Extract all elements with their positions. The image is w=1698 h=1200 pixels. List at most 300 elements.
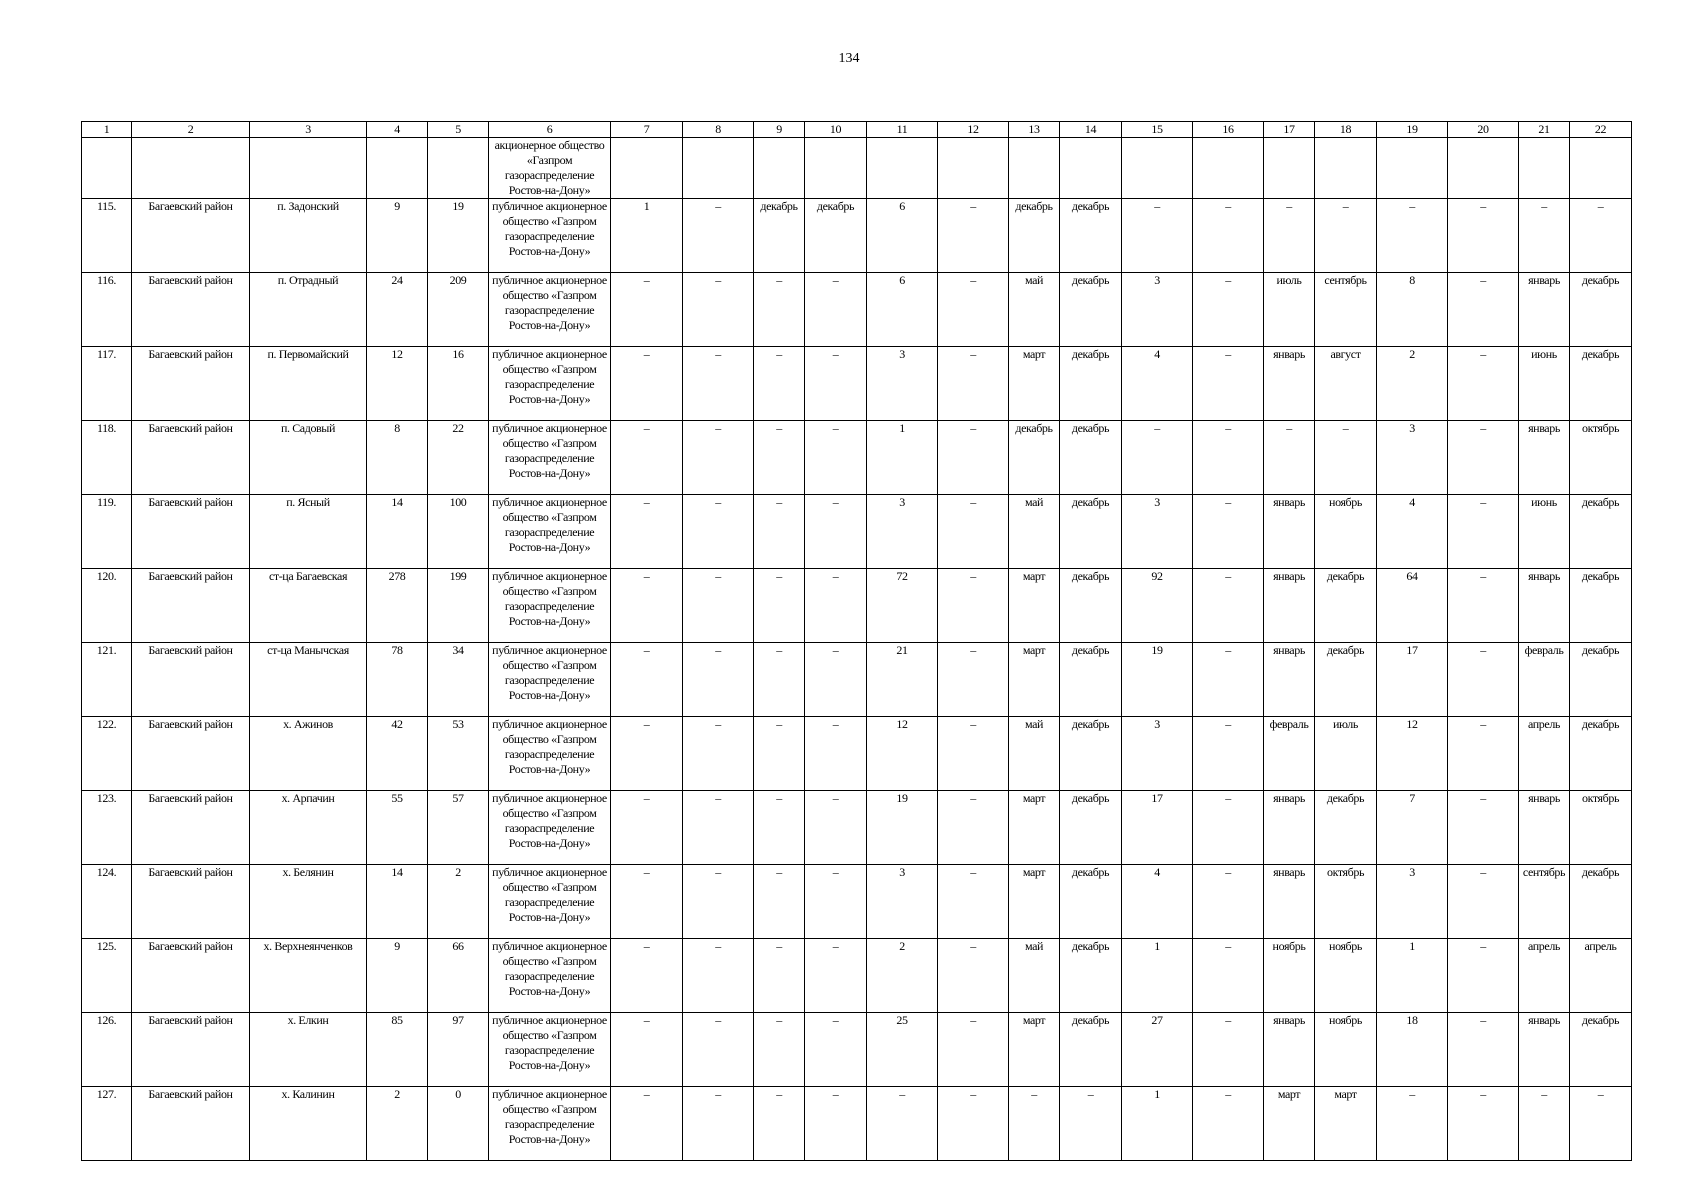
cell-c21 bbox=[1519, 138, 1570, 199]
cell-c12: – bbox=[938, 421, 1009, 495]
cell-c14: декабрь bbox=[1060, 421, 1122, 495]
cell-c19: 2 bbox=[1377, 347, 1448, 421]
cell-c7: – bbox=[611, 643, 683, 717]
cell-c8: – bbox=[683, 717, 754, 791]
cell-c7: – bbox=[611, 939, 683, 1013]
cell-c19 bbox=[1377, 138, 1448, 199]
cell-num: 124. bbox=[82, 865, 132, 939]
cell-c11: 3 bbox=[867, 495, 938, 569]
cell-c5: 2 bbox=[428, 865, 489, 939]
cell-c9: – bbox=[754, 1087, 805, 1161]
cell-c22: декабрь bbox=[1570, 495, 1632, 569]
column-header-15: 15 bbox=[1122, 122, 1193, 138]
cell-c20: – bbox=[1448, 421, 1519, 495]
table-row bbox=[82, 199, 1632, 273]
cell-c10: – bbox=[805, 1087, 867, 1161]
cell-c8: – bbox=[683, 865, 754, 939]
cell-c7: 1 bbox=[611, 199, 683, 273]
cell-c14: декабрь bbox=[1060, 347, 1122, 421]
cell-c14: декабрь bbox=[1060, 791, 1122, 865]
cell-c20: – bbox=[1448, 495, 1519, 569]
cell-c19: 12 bbox=[1377, 717, 1448, 791]
cell-c22: октябрь bbox=[1570, 791, 1632, 865]
cell-c14: декабрь bbox=[1060, 273, 1122, 347]
table-body bbox=[82, 138, 1632, 1161]
cell-c13: март bbox=[1009, 569, 1060, 643]
cell-district: Багаевский район bbox=[132, 791, 250, 865]
cell-c13: март bbox=[1009, 643, 1060, 717]
column-header-21: 21 bbox=[1519, 122, 1570, 138]
cell-c4: 78 bbox=[367, 643, 428, 717]
cell-c10: – bbox=[805, 939, 867, 1013]
cell-settlement: ст-ца Манычская bbox=[250, 643, 367, 717]
cell-operator: публичное акционерное общество «Газпром газораспределение Ростов-на-Дону» bbox=[489, 347, 611, 421]
cell-c15: 3 bbox=[1122, 717, 1193, 791]
cell-c20: – bbox=[1448, 643, 1519, 717]
cell-c7: – bbox=[611, 569, 683, 643]
cell-district: Багаевский район bbox=[132, 495, 250, 569]
cell-c18: сентябрь bbox=[1315, 273, 1377, 347]
cell-operator: публичное акционерное общество «Газпром газораспределение Ростов-на-Дону» bbox=[489, 273, 611, 347]
cell-operator: публичное акционерное общество «Газпром газораспределение Ростов-на-Дону» bbox=[489, 865, 611, 939]
cell-c7: – bbox=[611, 347, 683, 421]
cell-c8: – bbox=[683, 495, 754, 569]
cell-operator: публичное акционерное общество «Газпром газораспределение Ростов-на-Дону» bbox=[489, 495, 611, 569]
cell-c19: 8 bbox=[1377, 273, 1448, 347]
cell-c4: 14 bbox=[367, 865, 428, 939]
column-header-12: 12 bbox=[938, 122, 1009, 138]
cell-c21: июнь bbox=[1519, 495, 1570, 569]
cell-c20: – bbox=[1448, 1087, 1519, 1161]
cell-c16: – bbox=[1193, 939, 1264, 1013]
cell-c8: – bbox=[683, 1013, 754, 1087]
cell-c18: декабрь bbox=[1315, 569, 1377, 643]
table-row bbox=[82, 273, 1632, 347]
cell-c16: – bbox=[1193, 1087, 1264, 1161]
cell-c21: февраль bbox=[1519, 643, 1570, 717]
column-header-13: 13 bbox=[1009, 122, 1060, 138]
cell-c21: сентябрь bbox=[1519, 865, 1570, 939]
cell-c5: 199 bbox=[428, 569, 489, 643]
cell-district: Багаевский район bbox=[132, 939, 250, 1013]
column-header-2: 2 bbox=[132, 122, 250, 138]
cell-c5: 66 bbox=[428, 939, 489, 1013]
cell-c21: – bbox=[1519, 1087, 1570, 1161]
cell-c8: – bbox=[683, 1087, 754, 1161]
column-header-14: 14 bbox=[1060, 122, 1122, 138]
cell-c17: февраль bbox=[1264, 717, 1315, 791]
cell-district bbox=[132, 138, 250, 199]
cell-settlement: х. Калинин bbox=[250, 1087, 367, 1161]
cell-c19: 18 bbox=[1377, 1013, 1448, 1087]
cell-c15: – bbox=[1122, 421, 1193, 495]
cell-c7: – bbox=[611, 791, 683, 865]
cell-num: 119. bbox=[82, 495, 132, 569]
cell-c9: – bbox=[754, 569, 805, 643]
cell-c16: – bbox=[1193, 1013, 1264, 1087]
cell-c9: декабрь bbox=[754, 199, 805, 273]
column-number-header bbox=[82, 122, 1632, 138]
cell-operator: публичное акционерное общество «Газпром газораспределение Ростов-на-Дону» bbox=[489, 791, 611, 865]
cell-c22: – bbox=[1570, 1087, 1632, 1161]
cell-c10: декабрь bbox=[805, 199, 867, 273]
cell-c22 bbox=[1570, 138, 1632, 199]
cell-c13: май bbox=[1009, 495, 1060, 569]
cell-c20: – bbox=[1448, 569, 1519, 643]
cell-c13: декабрь bbox=[1009, 421, 1060, 495]
cell-c17: январь bbox=[1264, 791, 1315, 865]
cell-c19: 3 bbox=[1377, 421, 1448, 495]
table-row bbox=[82, 939, 1632, 1013]
cell-c18: – bbox=[1315, 421, 1377, 495]
cell-c21: январь bbox=[1519, 791, 1570, 865]
cell-c17 bbox=[1264, 138, 1315, 199]
cell-district: Багаевский район bbox=[132, 347, 250, 421]
cell-c7: – bbox=[611, 1087, 683, 1161]
cell-c5: 34 bbox=[428, 643, 489, 717]
cell-c18 bbox=[1315, 138, 1377, 199]
cell-c10: – bbox=[805, 865, 867, 939]
column-header-1: 1 bbox=[82, 122, 132, 138]
cell-c17: январь bbox=[1264, 865, 1315, 939]
column-header-4: 4 bbox=[367, 122, 428, 138]
cell-c8: – bbox=[683, 791, 754, 865]
cell-c22: декабрь bbox=[1570, 569, 1632, 643]
cell-c7: – bbox=[611, 495, 683, 569]
column-header-16: 16 bbox=[1193, 122, 1264, 138]
cell-c7: – bbox=[611, 865, 683, 939]
cell-c18: – bbox=[1315, 199, 1377, 273]
cell-c4 bbox=[367, 138, 428, 199]
column-header-5: 5 bbox=[428, 122, 489, 138]
cell-c18: март bbox=[1315, 1087, 1377, 1161]
cell-num: 120. bbox=[82, 569, 132, 643]
cell-c9: – bbox=[754, 421, 805, 495]
cell-c20: – bbox=[1448, 1013, 1519, 1087]
cell-c5: 19 bbox=[428, 199, 489, 273]
cell-c11: 6 bbox=[867, 199, 938, 273]
cell-c15: 27 bbox=[1122, 1013, 1193, 1087]
cell-c15: – bbox=[1122, 199, 1193, 273]
column-header-6: 6 bbox=[489, 122, 611, 138]
cell-c5: 22 bbox=[428, 421, 489, 495]
cell-c11: 3 bbox=[867, 865, 938, 939]
cell-settlement: х. Белянин bbox=[250, 865, 367, 939]
column-header-3: 3 bbox=[250, 122, 367, 138]
cell-c9: – bbox=[754, 273, 805, 347]
cell-c20 bbox=[1448, 138, 1519, 199]
cell-c15: 1 bbox=[1122, 1087, 1193, 1161]
cell-c21: январь bbox=[1519, 569, 1570, 643]
cell-c16: – bbox=[1193, 199, 1264, 273]
cell-c21: январь bbox=[1519, 421, 1570, 495]
cell-c22: – bbox=[1570, 199, 1632, 273]
cell-c19: 7 bbox=[1377, 791, 1448, 865]
cell-c12 bbox=[938, 138, 1009, 199]
cell-c16 bbox=[1193, 138, 1264, 199]
column-header-7: 7 bbox=[611, 122, 683, 138]
cell-num bbox=[82, 138, 132, 199]
cell-c21: – bbox=[1519, 199, 1570, 273]
cell-c16: – bbox=[1193, 643, 1264, 717]
column-header-8: 8 bbox=[683, 122, 754, 138]
cell-c11: 3 bbox=[867, 347, 938, 421]
cell-c12: – bbox=[938, 199, 1009, 273]
cell-c11: 6 bbox=[867, 273, 938, 347]
cell-district: Багаевский район bbox=[132, 643, 250, 717]
column-header-20: 20 bbox=[1448, 122, 1519, 138]
table-row bbox=[82, 421, 1632, 495]
cell-num: 121. bbox=[82, 643, 132, 717]
cell-c20: – bbox=[1448, 273, 1519, 347]
cell-c16: – bbox=[1193, 421, 1264, 495]
cell-c17: январь bbox=[1264, 495, 1315, 569]
cell-c17: март bbox=[1264, 1087, 1315, 1161]
cell-c19: 17 bbox=[1377, 643, 1448, 717]
cell-c5: 97 bbox=[428, 1013, 489, 1087]
cell-c16: – bbox=[1193, 865, 1264, 939]
cell-c5: 16 bbox=[428, 347, 489, 421]
cell-c5: 0 bbox=[428, 1087, 489, 1161]
cell-c13: март bbox=[1009, 865, 1060, 939]
cell-c11: 25 bbox=[867, 1013, 938, 1087]
cell-c9: – bbox=[754, 865, 805, 939]
cell-c11: 72 bbox=[867, 569, 938, 643]
cell-c18: декабрь bbox=[1315, 791, 1377, 865]
cell-c13: – bbox=[1009, 1087, 1060, 1161]
cell-c11: 19 bbox=[867, 791, 938, 865]
continuation-row bbox=[82, 138, 1632, 199]
cell-c11: – bbox=[867, 1087, 938, 1161]
cell-district: Багаевский район bbox=[132, 273, 250, 347]
column-header-18: 18 bbox=[1315, 122, 1377, 138]
cell-c4: 55 bbox=[367, 791, 428, 865]
cell-operator: публичное акционерное общество «Газпром газораспределение Ростов-на-Дону» bbox=[489, 569, 611, 643]
cell-c4: 24 bbox=[367, 273, 428, 347]
cell-c10: – bbox=[805, 717, 867, 791]
cell-c8: – bbox=[683, 569, 754, 643]
cell-c21: апрель bbox=[1519, 939, 1570, 1013]
cell-c18: ноябрь bbox=[1315, 939, 1377, 1013]
column-header-9: 9 bbox=[754, 122, 805, 138]
cell-c7: – bbox=[611, 717, 683, 791]
cell-c12: – bbox=[938, 865, 1009, 939]
cell-c16: – bbox=[1193, 717, 1264, 791]
cell-c10: – bbox=[805, 273, 867, 347]
cell-c20: – bbox=[1448, 865, 1519, 939]
table-row bbox=[82, 865, 1632, 939]
cell-c19: 4 bbox=[1377, 495, 1448, 569]
cell-district: Багаевский район bbox=[132, 199, 250, 273]
cell-c14: декабрь bbox=[1060, 199, 1122, 273]
cell-c14 bbox=[1060, 138, 1122, 199]
cell-c4: 9 bbox=[367, 939, 428, 1013]
cell-c4: 2 bbox=[367, 1087, 428, 1161]
cell-c14: декабрь bbox=[1060, 717, 1122, 791]
cell-c8: – bbox=[683, 643, 754, 717]
cell-c10: – bbox=[805, 791, 867, 865]
cell-c12: – bbox=[938, 569, 1009, 643]
cell-district: Багаевский район bbox=[132, 1013, 250, 1087]
cell-c20: – bbox=[1448, 717, 1519, 791]
cell-c4: 9 bbox=[367, 199, 428, 273]
cell-c11: 2 bbox=[867, 939, 938, 1013]
cell-c5: 209 bbox=[428, 273, 489, 347]
cell-num: 127. bbox=[82, 1087, 132, 1161]
cell-c15: 1 bbox=[1122, 939, 1193, 1013]
cell-c5: 53 bbox=[428, 717, 489, 791]
cell-num: 125. bbox=[82, 939, 132, 1013]
table-row bbox=[82, 717, 1632, 791]
cell-c8: – bbox=[683, 421, 754, 495]
cell-c12: – bbox=[938, 717, 1009, 791]
cell-c9 bbox=[754, 138, 805, 199]
cell-c12: – bbox=[938, 1087, 1009, 1161]
table-row bbox=[82, 1087, 1632, 1161]
cell-c17: – bbox=[1264, 199, 1315, 273]
cell-c22: апрель bbox=[1570, 939, 1632, 1013]
table-row bbox=[82, 495, 1632, 569]
cell-district: Багаевский район bbox=[132, 717, 250, 791]
cell-c19: – bbox=[1377, 1087, 1448, 1161]
cell-c9: – bbox=[754, 717, 805, 791]
cell-c11: 12 bbox=[867, 717, 938, 791]
cell-c11: 21 bbox=[867, 643, 938, 717]
table-row bbox=[82, 1013, 1632, 1087]
cell-c15: 92 bbox=[1122, 569, 1193, 643]
table-row bbox=[82, 643, 1632, 717]
cell-c19: 3 bbox=[1377, 865, 1448, 939]
cell-num: 118. bbox=[82, 421, 132, 495]
cell-settlement: п. Задонский bbox=[250, 199, 367, 273]
cell-c13: март bbox=[1009, 347, 1060, 421]
cell-c15: 3 bbox=[1122, 495, 1193, 569]
column-header-17: 17 bbox=[1264, 122, 1315, 138]
cell-c10: – bbox=[805, 643, 867, 717]
cell-c4: 85 bbox=[367, 1013, 428, 1087]
cell-c22: декабрь bbox=[1570, 273, 1632, 347]
cell-district: Багаевский район bbox=[132, 1087, 250, 1161]
cell-c9: – bbox=[754, 347, 805, 421]
cell-c17: январь bbox=[1264, 643, 1315, 717]
cell-operator: публичное акционерное общество «Газпром газораспределение Ростов-на-Дону» bbox=[489, 1013, 611, 1087]
cell-c13: март bbox=[1009, 1013, 1060, 1087]
cell-c22: октябрь bbox=[1570, 421, 1632, 495]
cell-settlement bbox=[250, 138, 367, 199]
cell-c17: январь bbox=[1264, 1013, 1315, 1087]
schedule-table bbox=[81, 121, 1632, 1161]
cell-c19: 1 bbox=[1377, 939, 1448, 1013]
cell-settlement: х. Ажинов bbox=[250, 717, 367, 791]
cell-c14: декабрь bbox=[1060, 939, 1122, 1013]
cell-c12: – bbox=[938, 939, 1009, 1013]
cell-c16: – bbox=[1193, 347, 1264, 421]
cell-c15: 19 bbox=[1122, 643, 1193, 717]
cell-c14: декабрь bbox=[1060, 1013, 1122, 1087]
cell-operator: публичное акционерное общество «Газпром газораспределение Ростов-на-Дону» bbox=[489, 643, 611, 717]
cell-c17: – bbox=[1264, 421, 1315, 495]
cell-c18: август bbox=[1315, 347, 1377, 421]
cell-c12: – bbox=[938, 643, 1009, 717]
cell-c14: декабрь bbox=[1060, 569, 1122, 643]
cell-c10 bbox=[805, 138, 867, 199]
column-header-10: 10 bbox=[805, 122, 867, 138]
table-row bbox=[82, 347, 1632, 421]
cell-settlement: п. Садовый bbox=[250, 421, 367, 495]
table-row bbox=[82, 791, 1632, 865]
column-header-11: 11 bbox=[867, 122, 938, 138]
cell-c15: 4 bbox=[1122, 865, 1193, 939]
cell-num: 116. bbox=[82, 273, 132, 347]
cell-operator: публичное акционерное общество «Газпром газораспределение Ростов-на-Дону» bbox=[489, 199, 611, 273]
cell-num: 126. bbox=[82, 1013, 132, 1087]
cell-operator: публичное акционерное общество «Газпром газораспределение Ростов-на-Дону» bbox=[489, 939, 611, 1013]
cell-c4: 8 bbox=[367, 421, 428, 495]
cell-c20: – bbox=[1448, 791, 1519, 865]
cell-num: 115. bbox=[82, 199, 132, 273]
cell-c8: – bbox=[683, 199, 754, 273]
cell-c22: декабрь bbox=[1570, 347, 1632, 421]
cell-c16: – bbox=[1193, 273, 1264, 347]
cell-c21: июнь bbox=[1519, 347, 1570, 421]
cell-c18: ноябрь bbox=[1315, 1013, 1377, 1087]
cell-c7 bbox=[611, 138, 683, 199]
cell-c5: 57 bbox=[428, 791, 489, 865]
cell-c13: май bbox=[1009, 273, 1060, 347]
cell-c10: – bbox=[805, 495, 867, 569]
cell-c4: 278 bbox=[367, 569, 428, 643]
cell-settlement: ст-ца Багаевская bbox=[250, 569, 367, 643]
cell-c15 bbox=[1122, 138, 1193, 199]
cell-settlement: х. Верхнеянченков bbox=[250, 939, 367, 1013]
cell-c9: – bbox=[754, 1013, 805, 1087]
cell-operator: публичное акционерное общество «Газпром газораспределение Ростов-на-Дону» bbox=[489, 1087, 611, 1161]
cell-c13 bbox=[1009, 138, 1060, 199]
cell-c15: 4 bbox=[1122, 347, 1193, 421]
cell-operator: акционерное общество «Газпром газораспределение Ростов-на-Дону» bbox=[489, 138, 611, 199]
cell-c12: – bbox=[938, 273, 1009, 347]
cell-c17: июль bbox=[1264, 273, 1315, 347]
cell-settlement: х. Арпачин bbox=[250, 791, 367, 865]
cell-c18: июль bbox=[1315, 717, 1377, 791]
cell-c9: – bbox=[754, 495, 805, 569]
header-row bbox=[82, 122, 1632, 138]
cell-c12: – bbox=[938, 347, 1009, 421]
column-header-19: 19 bbox=[1377, 122, 1448, 138]
cell-num: 123. bbox=[82, 791, 132, 865]
cell-c8: – bbox=[683, 347, 754, 421]
cell-c20: – bbox=[1448, 939, 1519, 1013]
cell-c13: май bbox=[1009, 939, 1060, 1013]
cell-c10: – bbox=[805, 421, 867, 495]
cell-c12: – bbox=[938, 791, 1009, 865]
cell-c14: декабрь bbox=[1060, 495, 1122, 569]
cell-c11 bbox=[867, 138, 938, 199]
cell-settlement: п. Ясный bbox=[250, 495, 367, 569]
cell-num: 117. bbox=[82, 347, 132, 421]
cell-c4: 12 bbox=[367, 347, 428, 421]
cell-c13: декабрь bbox=[1009, 199, 1060, 273]
page-number: 134 bbox=[838, 51, 860, 66]
cell-c7: – bbox=[611, 421, 683, 495]
cell-c14: декабрь bbox=[1060, 643, 1122, 717]
cell-c15: 3 bbox=[1122, 273, 1193, 347]
cell-c18: октябрь bbox=[1315, 865, 1377, 939]
cell-c17: ноябрь bbox=[1264, 939, 1315, 1013]
cell-settlement: х. Елкин bbox=[250, 1013, 367, 1087]
cell-c22: декабрь bbox=[1570, 643, 1632, 717]
cell-c8 bbox=[683, 138, 754, 199]
